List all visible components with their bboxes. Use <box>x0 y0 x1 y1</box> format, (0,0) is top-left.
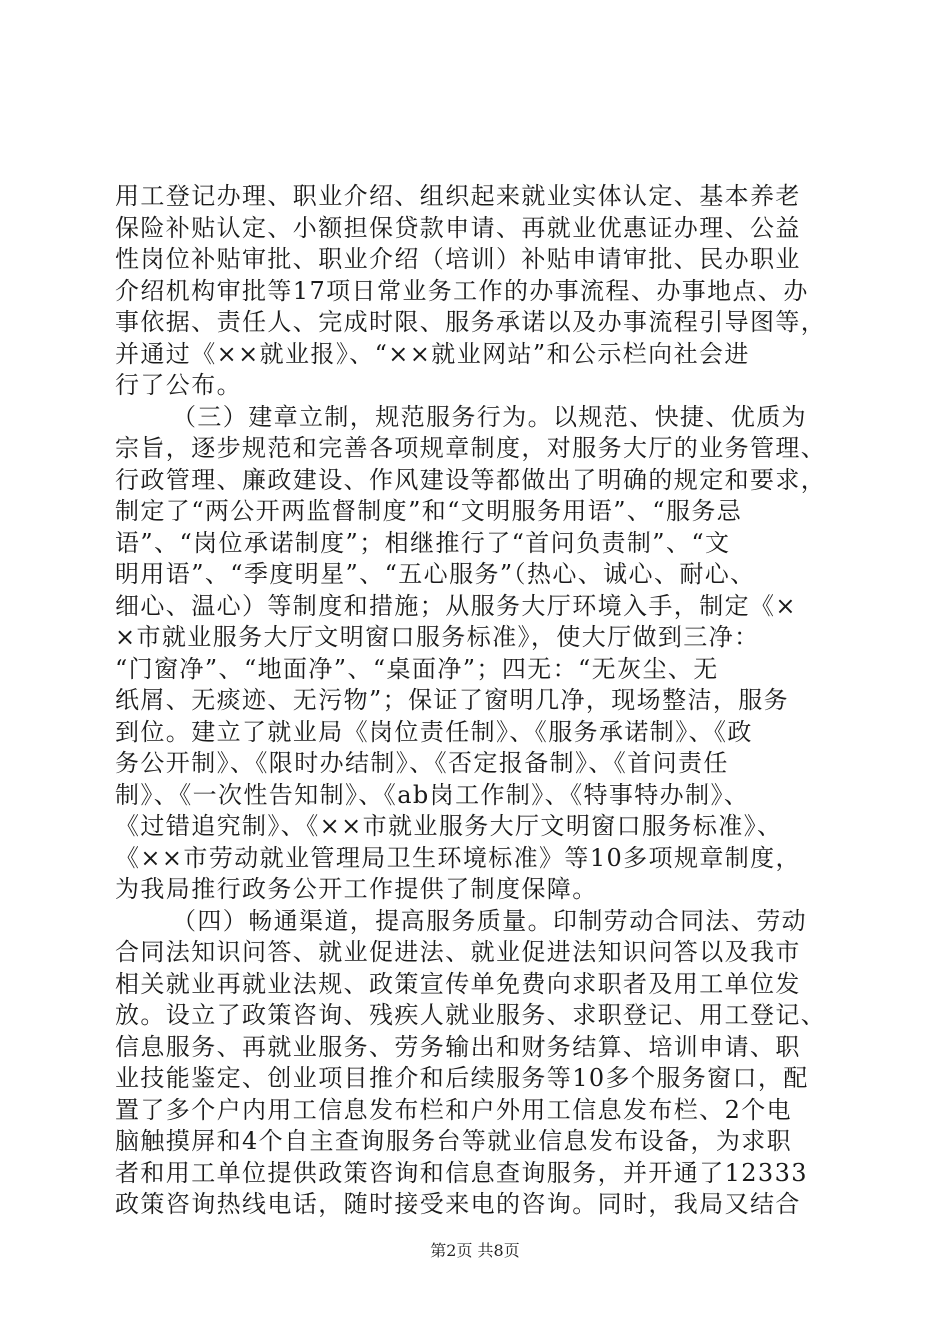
text-line: 纸屑、无痰迹、无污物”；保证了窗明几净，现场整洁，服务 <box>115 686 790 714</box>
text-line: 脑触摸屏和4个自主查询服务台等就业信息发布设备，为求职 <box>115 1127 793 1155</box>
text-line: （三）建章立制，规范服务行为。以规范、快捷、优质为 <box>172 402 807 431</box>
text-line: 性岗位补贴审批、职业介绍（培训）补贴申请审批、民办职业 <box>115 245 801 273</box>
text-line: 保险补贴认定、小额担保贷款申请、再就业优惠证办理、公益 <box>115 213 801 242</box>
page-footer: 第2页 共8页 <box>430 1241 520 1260</box>
text-line: 置了多个户内用工信息发布栏和户外用工信息发布栏、2个电 <box>115 1095 793 1124</box>
text-line: 用工登记办理、职业介绍、组织起来就业实体认定、基本养老 <box>115 182 801 210</box>
text-line: 明用语”、“季度明星”、“五心服务”（热心、诚心、耐心、 <box>115 560 756 588</box>
text-line: 相关就业再就业法规、政策宣传单免费向求职者及用工单位发 <box>115 969 801 998</box>
text-line: 细心、温心）等制度和措施；从服务大厅环境入手，制定《× <box>115 591 797 620</box>
text-line: 信息服务、再就业服务、劳务输出和财务结算、培训申请、职 <box>115 1032 801 1061</box>
text-line: 务公开制》、《限时办结制》、《否定报备制》、《首问责任 <box>115 749 729 777</box>
text-line: 为我局推行政务公开工作提供了制度保障。 <box>115 875 598 903</box>
text-line: 到位。建立了就业局《岗位责任制》、《服务承诺制》、《政 <box>115 717 753 746</box>
text-line: 《过错追究制》、《××市就业服务大厅文明窗口服务标准》、 <box>115 812 783 840</box>
text-line: 合同法知识问答、就业促进法、就业促进法知识问答以及我市 <box>115 938 801 966</box>
text-line: ×市就业服务大厅文明窗口服务标准》，使大厅做到三净： <box>115 623 760 651</box>
text-line: 并通过《××就业报》、“××就业网站”和公示栏向社会进 <box>115 339 750 368</box>
text-line: 者和用工单位提供政策咨询和信息查询服务，并开通了12333 <box>115 1158 808 1187</box>
text-line: 制》、《一次性告知制》、《ab岗工作制》、《特事特办制》、 <box>115 780 750 809</box>
text-line: 制定了“两公开两监督制度”和“文明服务用语”、“服务忌 <box>115 497 743 525</box>
text-line: 语”、“岗位承诺制度”；相继推行了“首问负责制”、“文 <box>115 528 731 557</box>
text-line: 介绍机构审批等17项日常业务工作的办事流程、办事地点、办 <box>115 276 809 305</box>
document-body <box>115 181 837 1221</box>
text-line: 行政管理、廉政建设、作风建设等都做出了明确的规定和要求， <box>115 465 827 494</box>
text-line: 放。设立了政策咨询、残疾人就业服务、求职登记、用工登记、 <box>115 1001 827 1029</box>
text-line: 事依据、责任人、完成时限、服务承诺以及办事流程引导图等， <box>115 308 827 336</box>
text-line: （四）畅通渠道，提高服务质量。印制劳动合同法、劳动 <box>172 906 807 935</box>
text-line: 行了公布。 <box>115 371 242 399</box>
text-line: 政策咨询热线电话，随时接受来电的咨询。同时，我局又结合 <box>115 1190 801 1218</box>
text-line: 宗旨，逐步规范和完善各项规章制度，对服务大厅的业务管理、 <box>115 434 827 462</box>
text-line: 《××市劳动就业管理局卫生环境标准》等10多项规章制度， <box>115 843 801 872</box>
text-line: 业技能鉴定、创业项目推介和后续服务等10多个服务窗口，配 <box>115 1064 809 1092</box>
text-line: “门窗净”、“地面净”、“桌面净”；四无：“无灰尘、无 <box>115 654 719 683</box>
